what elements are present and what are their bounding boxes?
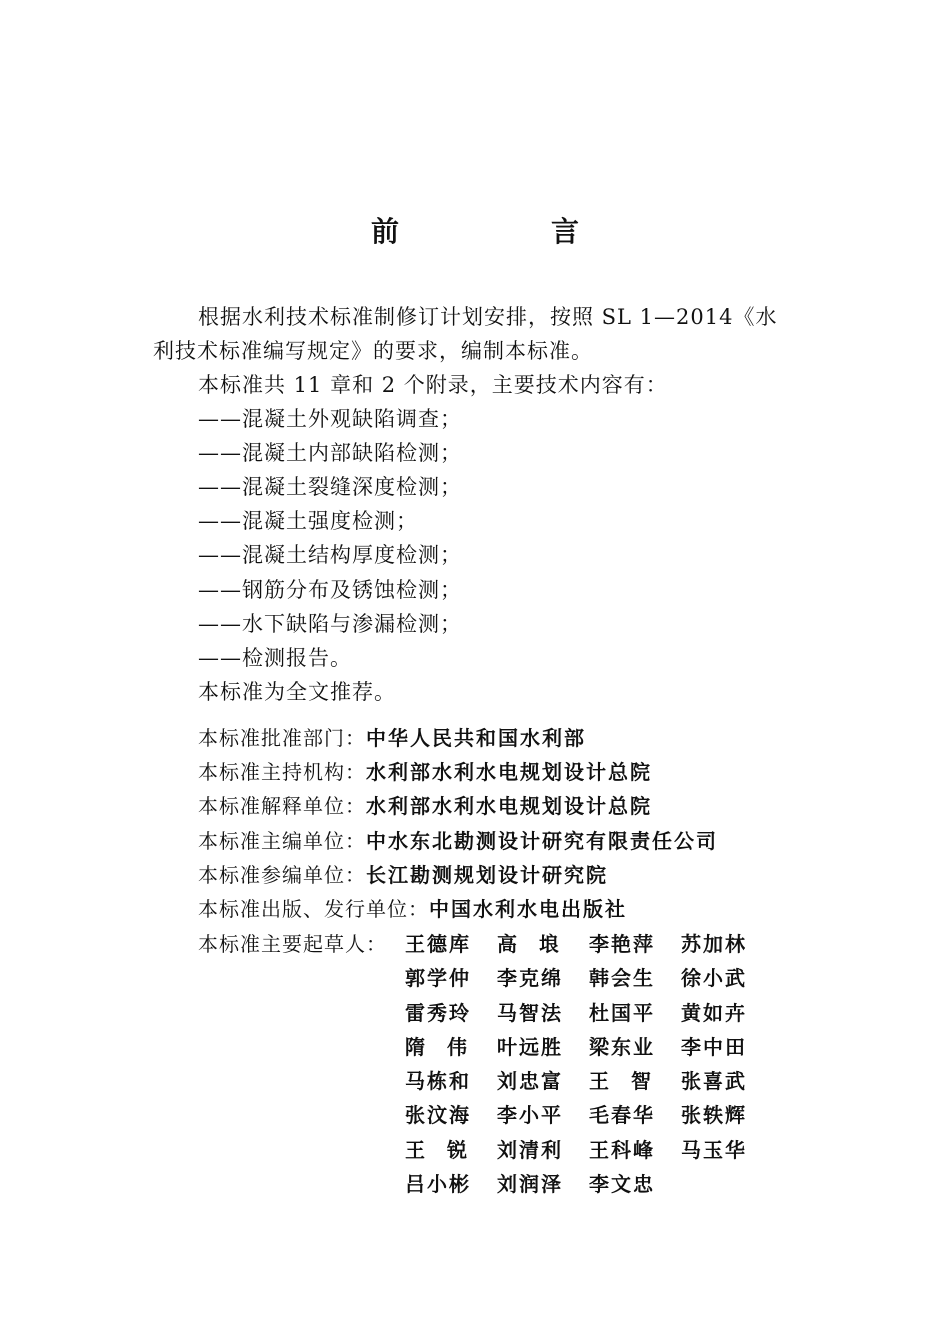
- info-label: 本标准主持机构：: [198, 760, 366, 784]
- drafter-name: 刘忠富: [497, 1069, 563, 1094]
- drafter-name: 李文忠: [589, 1172, 655, 1197]
- drafter-name: 隋伟: [405, 1034, 489, 1059]
- drafter-name: 雷秀玲: [405, 1000, 471, 1025]
- drafter-name: 马玉华: [681, 1137, 747, 1162]
- drafter-name: 李中田: [681, 1034, 747, 1059]
- drafter-name: 马栋和: [405, 1069, 471, 1094]
- paragraph-1-line-1: 根据水利技术标准制修订计划安排，按照 SL 1—2014《水: [198, 305, 778, 329]
- drafter-name: 苏加林: [681, 932, 747, 956]
- drafter-name: 刘润泽: [497, 1172, 563, 1197]
- drafter-name: 王科峰: [589, 1137, 655, 1162]
- drafter-name: 徐小武: [681, 966, 747, 991]
- info-label: 本标准参编单位：: [198, 863, 366, 887]
- info-label: 本标准出版、发行单位：: [198, 897, 429, 921]
- drafter-name: 高埌: [497, 932, 581, 956]
- info-value: 中华人民共和国水利部: [366, 726, 586, 750]
- drafter-name: 吕小彬: [405, 1172, 471, 1197]
- info-value: 中水东北勘测设计研究有限责任公司: [366, 829, 718, 853]
- info-row-approval: [198, 724, 586, 752]
- info-row-participants: [198, 861, 608, 889]
- info-row-chief-editor: [198, 827, 718, 855]
- drafter-name: 王德库: [405, 932, 471, 956]
- info-value: 长江勘测规划设计研究院: [366, 863, 608, 887]
- paragraph-3: 本标准为全文推荐。: [198, 680, 396, 704]
- info-value: 水利部水利水电规划设计总院: [366, 794, 652, 818]
- info-row-host: [198, 758, 652, 786]
- drafter-name: 李艳萍: [589, 932, 655, 956]
- content-item: ——检测报告。: [198, 646, 352, 670]
- drafter-name: 毛春华: [589, 1103, 655, 1128]
- drafter-name: 李克绵: [497, 966, 563, 991]
- drafter-name: 刘清利: [497, 1137, 563, 1162]
- page-title: 前 言: [370, 215, 641, 248]
- info-row-interpretation: [198, 792, 652, 820]
- info-value: 水利部水利水电规划设计总院: [366, 760, 652, 784]
- content-item: ——钢筋分布及锈蚀检测；: [198, 578, 462, 602]
- info-label: 本标准批准部门：: [198, 726, 366, 750]
- drafter-name: 梁东业: [589, 1034, 655, 1059]
- info-value: 中国水利水电出版社: [429, 897, 627, 921]
- drafters-label: 本标准主要起草人：: [198, 932, 387, 956]
- drafter-name: 郭学仲: [405, 966, 471, 991]
- info-label: 本标准解释单位：: [198, 794, 366, 818]
- paragraph-1-line-2: 利技术标准编写规定》的要求，编制本标准。: [153, 339, 593, 363]
- drafter-name: 黄如卉: [681, 1000, 747, 1025]
- drafters-grid: [405, 930, 773, 1204]
- content-item: ——混凝土内部缺陷检测；: [198, 441, 462, 465]
- content-item: ——混凝土强度检测；: [198, 509, 418, 533]
- drafter-name: 王锐: [405, 1137, 489, 1162]
- content-item: ——混凝土外观缺陷调查；: [198, 407, 462, 431]
- paragraph-2: 本标准共 11 章和 2 个附录，主要技术内容有：: [198, 373, 668, 397]
- content-item: ——混凝土裂缝深度检测；: [198, 475, 462, 499]
- drafter-name: 杜国平: [589, 1000, 655, 1025]
- drafter-name: 马智法: [497, 1000, 563, 1025]
- drafter-name: 张汶海: [405, 1103, 471, 1128]
- content-item: ——混凝土结构厚度检测；: [198, 543, 462, 567]
- drafter-name: 张轶辉: [681, 1103, 747, 1128]
- drafter-name: 李小平: [497, 1103, 563, 1128]
- drafter-name: 叶远胜: [497, 1034, 563, 1059]
- info-row-publisher: [198, 895, 627, 923]
- drafter-name: 王智: [589, 1069, 673, 1094]
- info-label: 本标准主编单位：: [198, 829, 366, 853]
- drafter-name: 张喜武: [681, 1069, 747, 1094]
- drafter-name: 韩会生: [589, 966, 655, 991]
- content-item: ——水下缺陷与渗漏检测；: [198, 612, 462, 636]
